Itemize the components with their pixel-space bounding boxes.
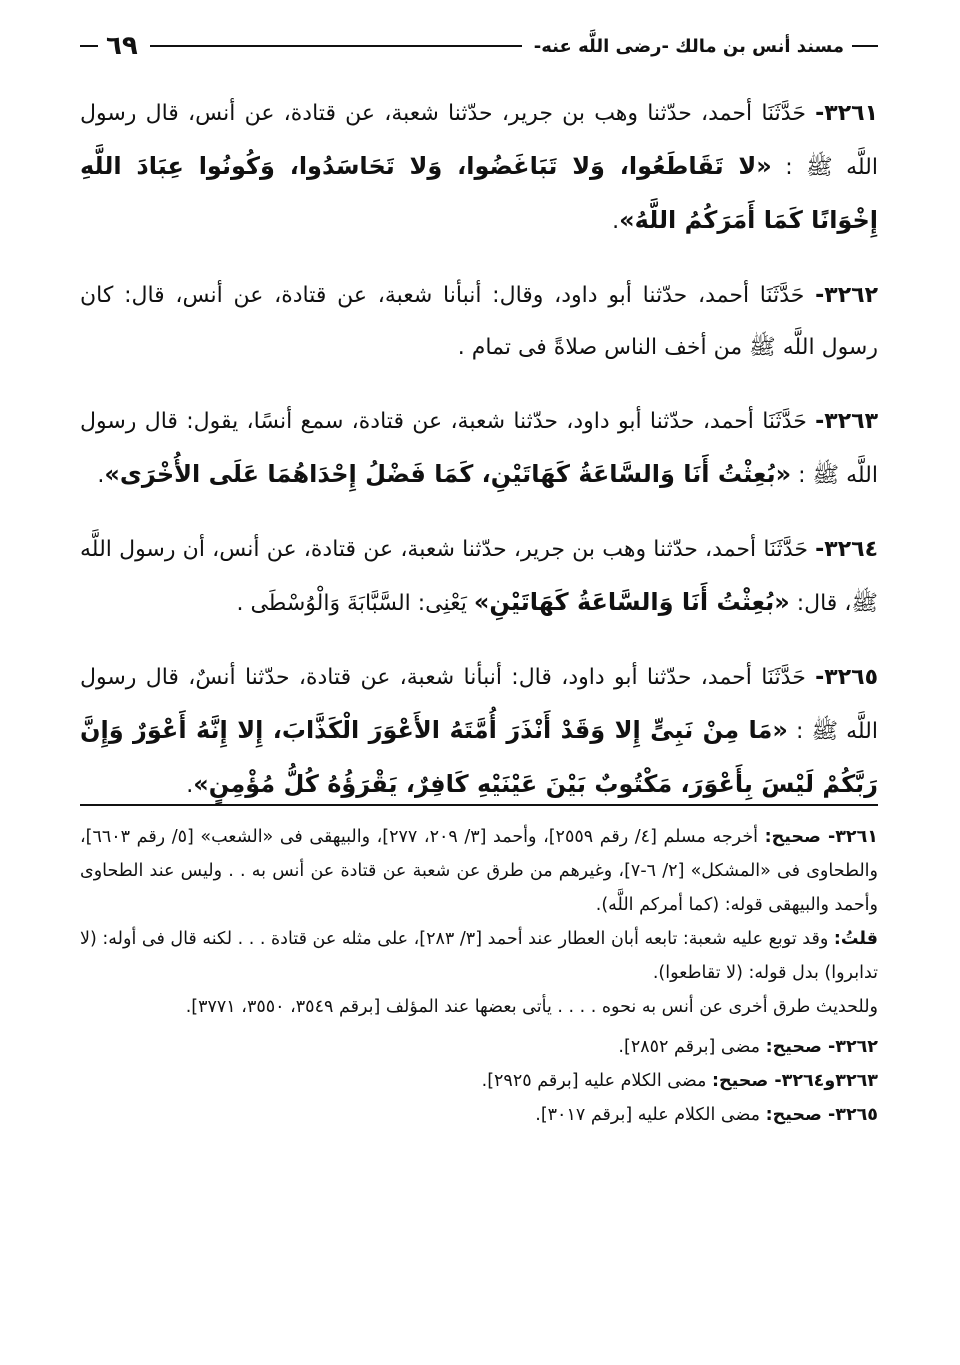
footnote-text: مضى الكلام عليه [برقم ٢٩٢٥].	[481, 1071, 712, 1091]
hadith-number: ٣٢٦١-	[815, 101, 878, 126]
footnote-text: وقد توبع عليه شعبة: تابعه أبان العطار عند أحمد [٣/ ٢٨٣]، على مثله عن قتادة . . . لكنه قال فى أوله: (لا تدابروا) بدل قوله: (لا تقاطعوا).	[80, 929, 878, 983]
footnote-label: قلتُ:	[833, 929, 878, 949]
footnote-separator	[80, 804, 878, 806]
header-dash	[852, 45, 878, 47]
footnote-label: ٣٢٦٥- صحيح:	[765, 1105, 878, 1125]
hadith-end: يَعْنِى: السَّبَّابَةَ وَالْوُسْطَى .	[236, 591, 474, 616]
hadith-3263	[80, 396, 878, 502]
hadith-3265	[80, 652, 878, 812]
hadith-number: ٣٢٦٣-	[815, 409, 878, 434]
footnote-3265	[80, 1098, 878, 1132]
footnote-remark	[80, 922, 878, 990]
hadith-text: «لا تَقَاطَعُوا، وَلا تَبَاغَضُوا، وَلا تَحَاسَدُوا، وَكُونُوا عِبَادَ اللَّهِ إِخْوَانًا كَمَا أَمَرَكُمُ اللَّهُ»	[80, 152, 878, 234]
hadith-3264	[80, 524, 878, 630]
hadith-3262	[80, 270, 878, 374]
footnote-3262	[80, 1030, 878, 1064]
hadith-number: ٣٢٦٥-	[815, 665, 878, 690]
footnote-3263-3264	[80, 1064, 878, 1098]
footnote-text: أخرجه مسلم [٤/ رقم ٢٥٥٩]، وأحمد [٣/ ٢٠٩، ٢٧٧]، والبيهقى فى «الشعب» [٥/ رقم ٦٦٠٣]، والطحاوى فى «المشكل» [٢/ ٦-٧]، وغيرهم من طرق عن شعبة عن قتادة عن أنس به . . وليس عند الطحاوى وأحمد والبيهقى قوله: (كما أمركم اللَّه).	[80, 827, 878, 915]
header-dash	[80, 45, 98, 47]
running-header	[80, 26, 878, 66]
footnote-text: مضى [برقم ٢٨٥٢].	[618, 1037, 766, 1057]
hadith-text: «بُعِثْتُ أَنَا وَالسَّاعَةُ كَهَاتَيْنِ»	[473, 588, 790, 616]
footnote-text: وللحديث طرق أخرى عن أنس به نحوه . . . . يأتى بعضها عند المؤلف [برقم ٣٥٤٩، ٣٥٥٠، ٣٧٧١].	[185, 997, 878, 1017]
footnote-label: ٣٢٦٢- صحيح:	[765, 1037, 878, 1057]
footnotes	[80, 820, 878, 1132]
footnote-other-routes	[80, 990, 878, 1024]
hadith-chain: حَدَّثَنَا أحمد، حدّثنا أبو داود، حدّثنا شعبة، عن قتادة، سمع أنسًا، يقول: قال رسول اللَّه ﷺ :	[80, 409, 878, 488]
hadith-end: .	[97, 463, 105, 488]
hadith-chain: حَدَّثَنَا أحمد، حدّثنا أبو داود، وقال: أنبأنا شعبة، عن قتادة، عن أنس، قال: كان رسول اللَّه ﷺ من أخف الناس صلاةً فى تمام .	[80, 283, 878, 360]
footnote-3261	[80, 820, 878, 922]
hadith-list	[80, 88, 878, 824]
hadith-text: «مَا مِنْ نَبِىٍّ إِلا وَقَدْ أَنْذَرَ أُمَّتَهُ الأَعْوَرَ الْكَذَّابَ، إِلا إِنَّهُ أَعْوَرٌ وَإِنَّ رَبَّكُمْ لَيْسَ بِأَعْوَرَ، مَكْتُوبٌ بَيْنَ عَيْنَيْهِ كَافِرٌ، يَقْرَؤُهُ كُلُّ مُؤْمِنٍ»	[80, 716, 878, 798]
hadith-chain: حَدَّثَنَا أحمد، حدّثنا أبو داود، قال: أنبأنا شعبة، عن قتادة، حدّثنا أنسٌ، قال رسول اللَّه ﷺ :	[80, 665, 878, 744]
hadith-text: «بُعِثْتُ أَنَا وَالسَّاعَةُ كَهَاتَيْنِ، كَمَا فَضْلُ إِحْدَاهُمَا عَلَى الأُخْرَى»	[104, 460, 792, 488]
footnote-text: مضى الكلام عليه [برقم ٣٠١٧].	[535, 1105, 766, 1125]
footnote-label: ٣٢٦١- صحيح:	[764, 827, 878, 847]
hadith-chain: حَدَّثَنَا أحمد، حدّثنا وهب بن جرير، حدّثنا شعبة، عن قتادة، عن أنس، أن رسول اللَّه ﷺ، قال:	[80, 537, 878, 616]
hadith-number: ٣٢٦٢-	[815, 283, 878, 308]
page-number: ٦٩	[106, 31, 138, 61]
header-title: مسند أنس بن مالك -رضى اللَّه عنه-	[533, 35, 844, 57]
header-rule	[150, 45, 522, 47]
hadith-3261	[80, 88, 878, 248]
hadith-end: .	[186, 773, 194, 798]
hadith-end: .	[612, 209, 620, 234]
footnote-label: ٣٢٦٣و٣٢٦٤- صحيح:	[712, 1071, 878, 1091]
hadith-number: ٣٢٦٤-	[815, 537, 878, 562]
hadith-chain: حَدَّثَنَا أحمد، حدّثنا وهب بن جرير، حدّثنا شعبة، عن قتادة، عن أنس، قال رسول اللَّه ﷺ :	[80, 101, 878, 180]
